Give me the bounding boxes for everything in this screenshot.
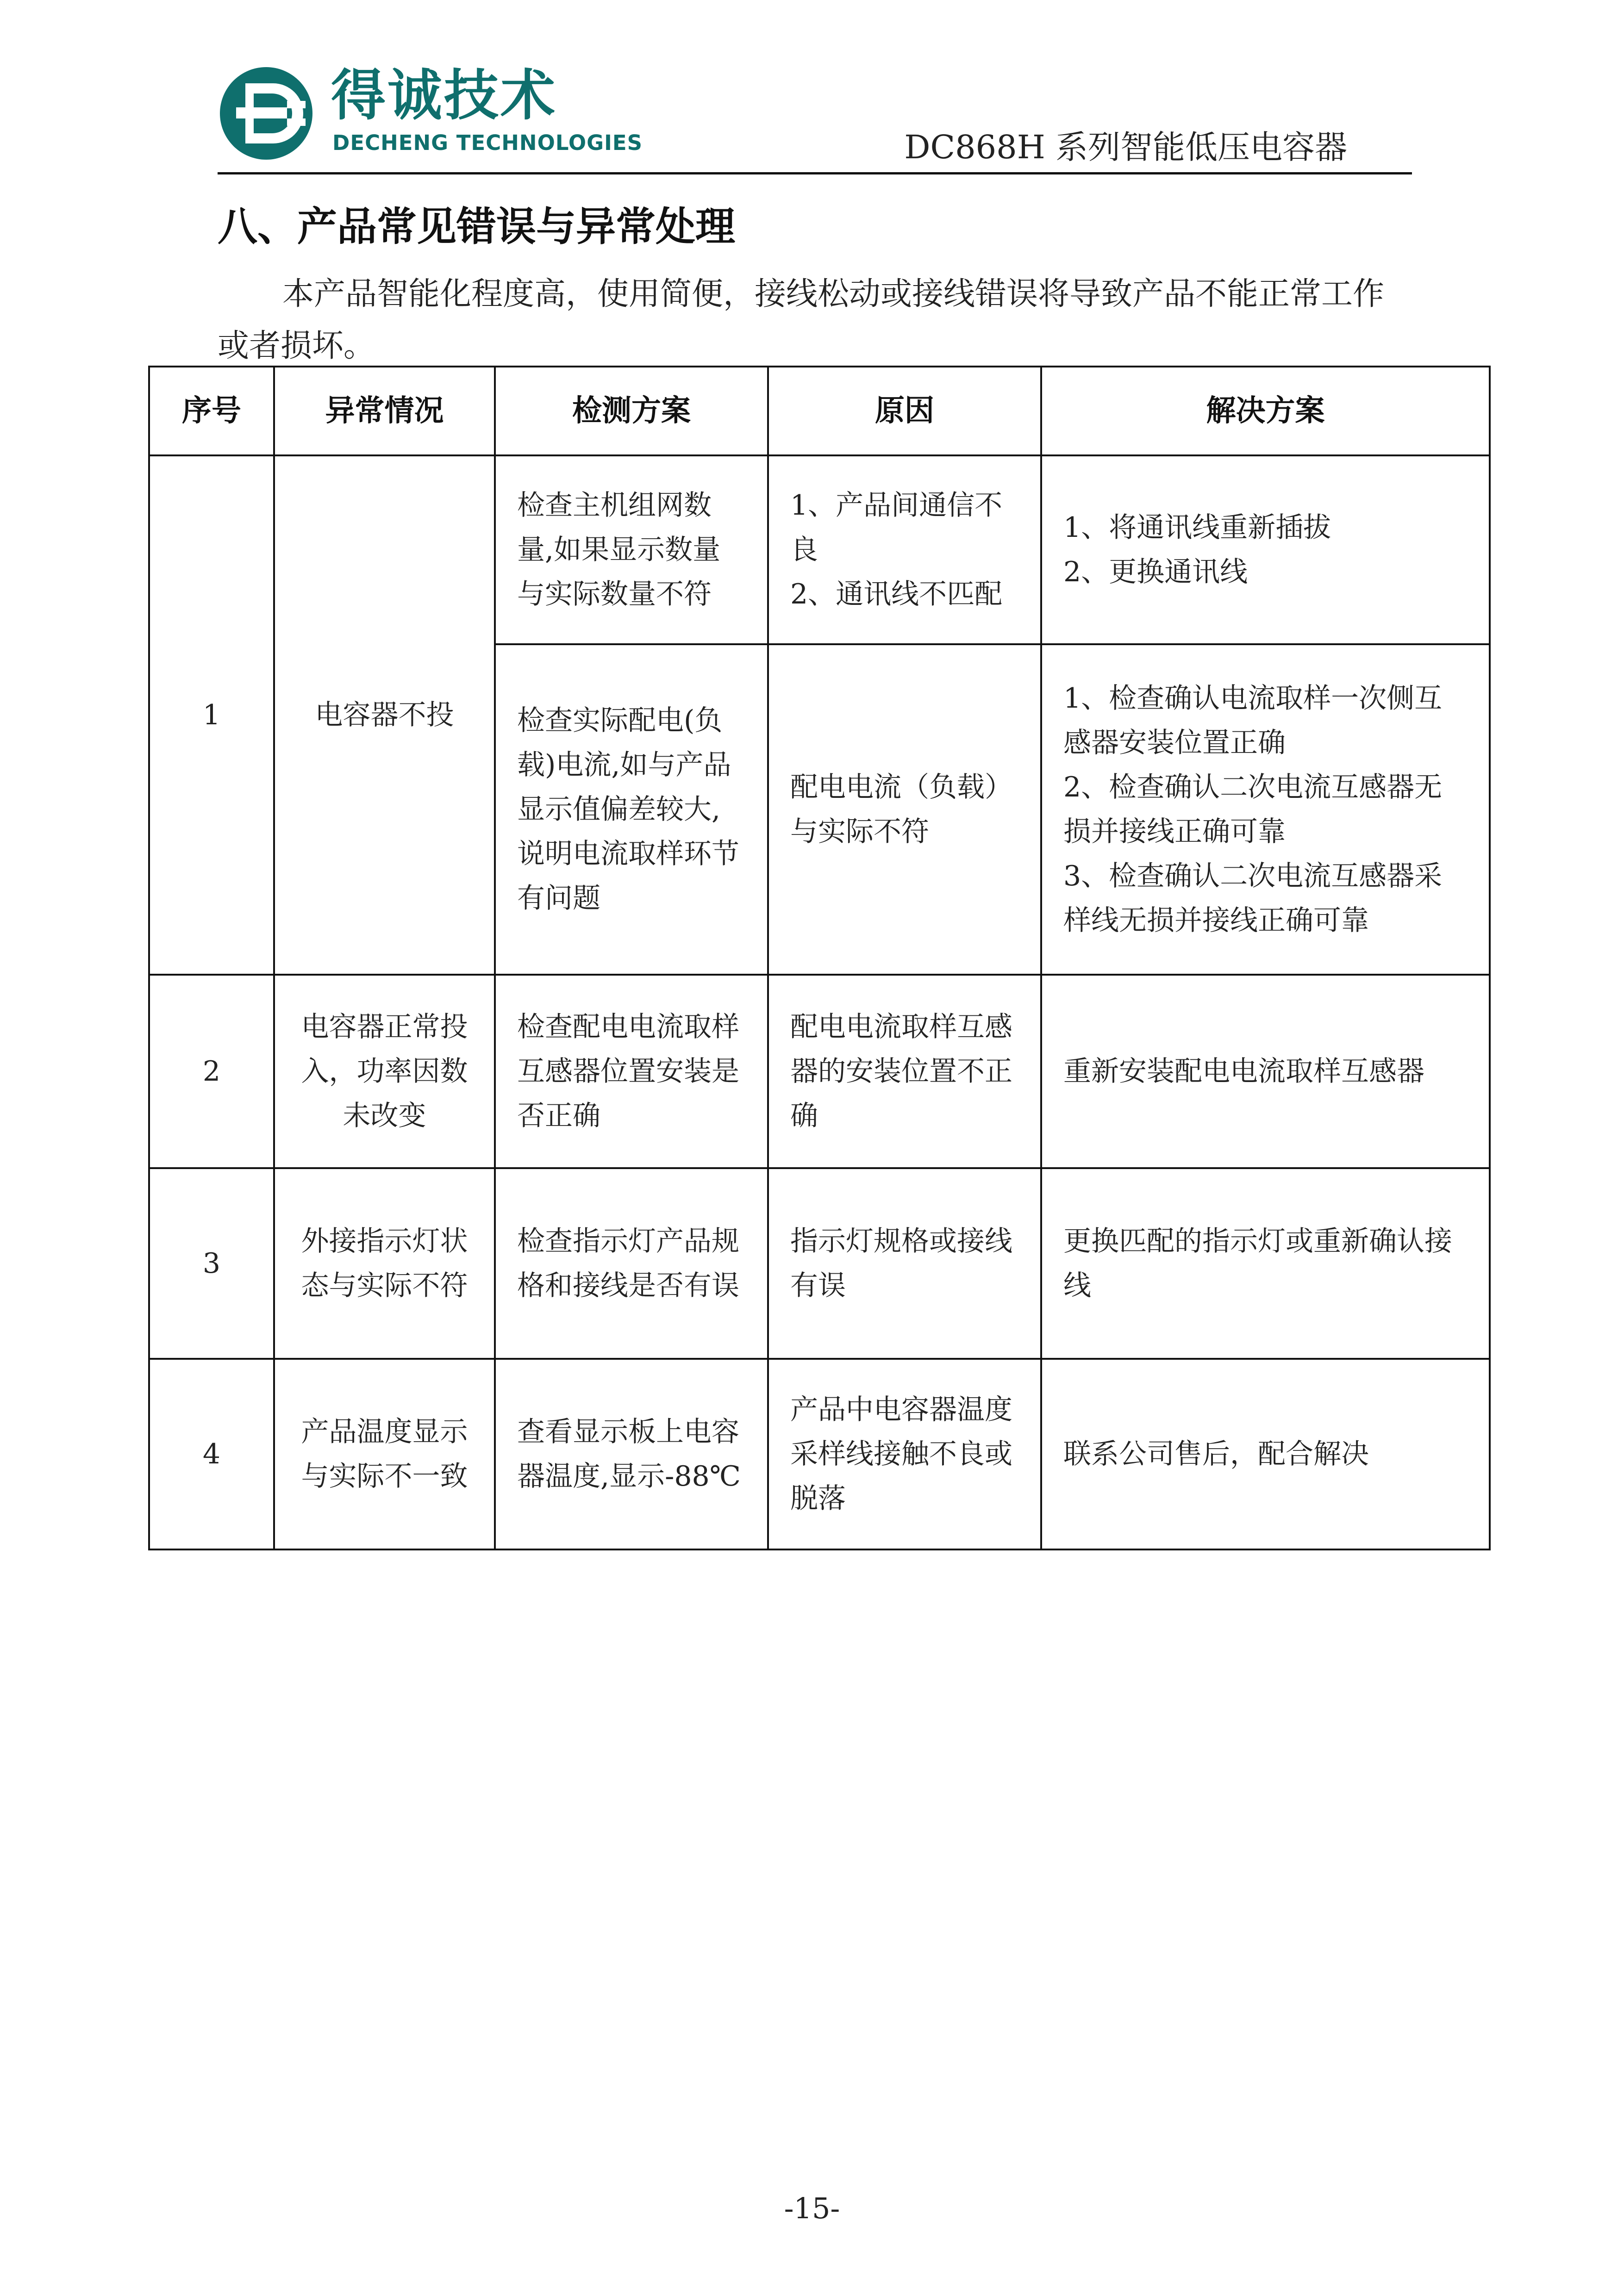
table-row — [149, 975, 1490, 1168]
cause-cell: 指示灯规格或接线有误 — [768, 1168, 1041, 1359]
cause-cell: 产品中电容器温度采样线接触不良或脱落 — [768, 1359, 1041, 1549]
solution-cell: 1、将通讯线重新插拔 2、更换通讯线 — [1041, 455, 1490, 644]
check-cell: 检查主机组网数量,如果显示数量与实际数量不符 — [495, 455, 768, 644]
table-row — [149, 1168, 1490, 1359]
row-number: 3 — [149, 1168, 274, 1359]
page-number: -15- — [784, 2191, 840, 2225]
issue-cell: 外接指示灯状态与实际不符 — [274, 1168, 495, 1359]
intro-text: 本产品智能化程度高，使用简便，接线松动或接线错误将导致产品不能正常工作或者损坏。 — [218, 276, 1385, 364]
row-number: 1 — [149, 455, 274, 975]
intro-paragraph — [218, 268, 1412, 372]
solution-cell: 重新安装配电电流取样互感器 — [1041, 975, 1490, 1168]
check-cell: 检查配电电流取样互感器位置安装是否正确 — [495, 975, 768, 1168]
header-no: 序号 — [149, 367, 274, 455]
check-cell: 检查实际配电(负载)电流,如与产品显示值偏差较大,说明电流取样环节有问题 — [495, 644, 768, 975]
cause-cell: 配电电流（负载）与实际不符 — [768, 644, 1041, 975]
header-solution: 解决方案 — [1041, 367, 1490, 455]
cause-cell: 1、产品间通信不良 2、通讯线不匹配 — [768, 455, 1041, 644]
header-check: 检测方案 — [495, 367, 768, 455]
solution-cell: 1、检查确认电流取样一次侧互感器安装位置正确 2、检查确认二次电流互感器无损并接线正确可靠 3、检查确认二次电流互感器采样线无损并接线正确可靠 — [1041, 644, 1490, 975]
cause-cell: 配电电流取样互感器的安装位置不正确 — [768, 975, 1041, 1168]
table-row — [149, 1359, 1490, 1549]
row-number: 4 — [149, 1359, 274, 1549]
document-title: DC868H 系列智能低压电容器 — [904, 128, 1347, 166]
logo-chinese-name: 得诚技术 — [331, 63, 557, 127]
solution-cell: 更换匹配的指示灯或重新确认接线 — [1041, 1168, 1490, 1359]
issue-cell: 电容器不投 — [274, 455, 495, 975]
header-issue: 异常情况 — [274, 367, 495, 455]
header-divider — [218, 172, 1412, 174]
logo-english-name: DECHENG TECHNOLOGIES — [332, 131, 643, 155]
check-cell: 查看显示板上电容器温度,显示-88℃ — [495, 1359, 768, 1549]
header-cause: 原因 — [768, 367, 1041, 455]
issue-cell: 产品温度显示与实际不一致 — [274, 1359, 495, 1549]
fault-table — [148, 366, 1491, 1550]
row-number: 2 — [149, 975, 274, 1168]
issue-cell: 电容器正常投入，功率因数未改变 — [274, 975, 495, 1168]
table-header-row — [149, 367, 1490, 455]
solution-cell: 联系公司售后，配合解决 — [1041, 1359, 1490, 1549]
company-logo — [218, 63, 643, 167]
table-row — [149, 455, 1490, 644]
decheng-logo-icon — [218, 65, 315, 162]
section-title: 八、产品常见错误与异常处理 — [218, 204, 735, 250]
check-cell: 检查指示灯产品规格和接线是否有误 — [495, 1168, 768, 1359]
